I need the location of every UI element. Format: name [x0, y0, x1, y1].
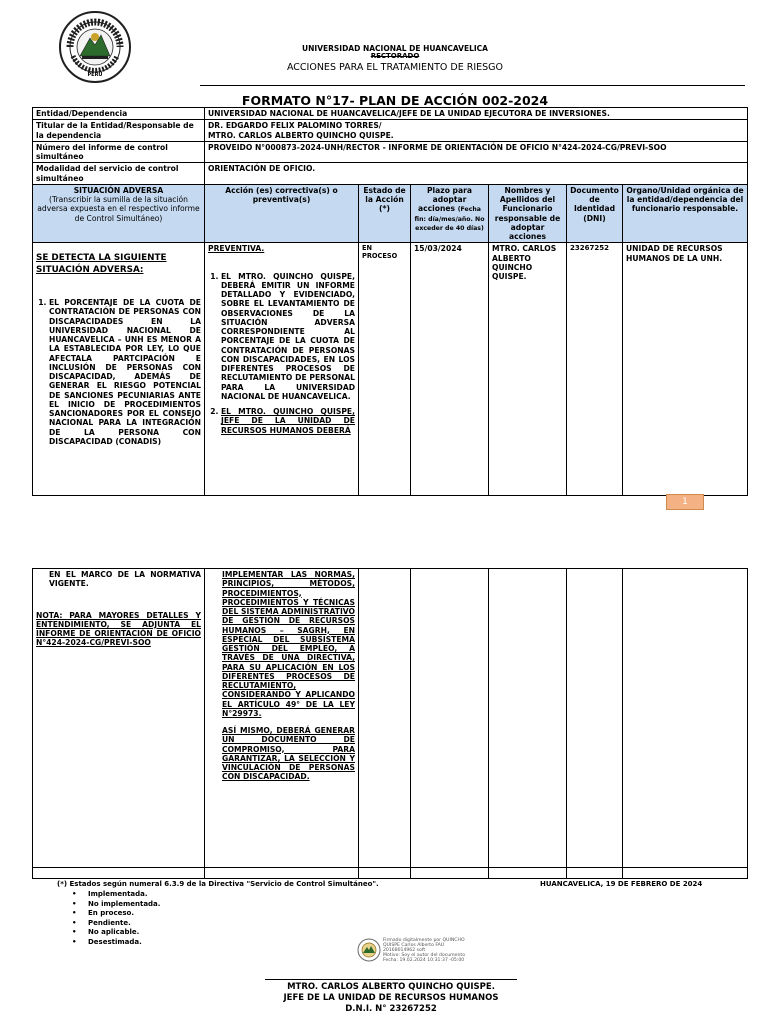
situacion-cell — [33, 243, 205, 496]
signer-role: JEFE DE LA UNIDAD DE RECURSOS HUMANOS — [283, 993, 499, 1003]
signature-line: Fecha: 19.02.2024 10:31:37 -05:00 — [383, 958, 465, 963]
situacion-cell — [33, 569, 205, 868]
note-text: NOTA: PARA MAYORES DETALLES Y ENTENDIMIENTO, SE ADJUNTA EL INFORME DE ORIENTACIÓN DE OFICIO N°424-2024-CG/PREVI-SOO — [36, 610, 201, 648]
action-plan-table — [32, 107, 748, 496]
list-item: • No aplicable. — [72, 928, 160, 938]
accion-item: 1. EL MTRO. QUINCHO QUISPE, DEBERÁ EMITIR UN INFORME DETALLADO Y EVIDENCIADO, SOBRE EL LEVANTAMIENTO DE OBSERVACIONES DE LA SITUACIÓN ADVERSA CORRESPONDIENTE AL PORCENTAJE DE LA CUOTA DE CONTRATACIÓN DE PERSONAS CON DISCAPACIDADES, EN LOS DIFERENTES PROCESOS DE RECLUTAMIENTO DE PERSONAL PARA LA UNIVERSIDAD NACIONAL DE HUANCAVELICA. — [221, 272, 355, 402]
signature-line: 20168014962 soft — [383, 948, 426, 953]
column-header-note: (Fecha fin: día/mes/año. No exceder de 40 días) — [414, 206, 485, 233]
states-list — [72, 890, 160, 947]
column-header-situacion — [33, 184, 205, 243]
table-row — [33, 243, 748, 496]
column-header-label: SITUACIÓN ADVERSA — [73, 185, 164, 195]
accion-continued: IMPLEMENTAR LAS NORMAS, PRINCIPIOS, MÉTODOS, PROCEDIMIENTOS, PROCEDIMIENTOS Y TÉCNICAS DEL SISTEMA ADMINISTRATIVO DE GESTIÓN DE RECURSOS HUMANOS – SAGRH, EN ESPECIAL DEL SUBSISTEMA GESTIÓN DEL EMPLEO, A TRAVÉS DE UNA DIRECTIVA, PARA SU APLICACIÓN EN LOS DIFERENTES PROCESOS DE RECLUTAMIENTO, CONSIDERANDO Y APLICANDO EL ARTÍCULO 49° DE LA LEY N°29973. — [222, 570, 355, 718]
dni-cell: 23267252 — [567, 243, 623, 496]
university-seal-logo — [58, 10, 132, 84]
nombres-cell: MTRO. CARLOS ALBERTO QUINCHO QUISPE. — [489, 243, 567, 496]
signature-line: QUISPE Carlos Alberto FAU — [383, 943, 445, 948]
footnote-states: (*) Estados según numeral 6.3.9 de la Directiva "Servicio de Control Simultáneo". — [57, 880, 379, 888]
table-row — [33, 868, 748, 879]
column-header-nombres: Nombres y Apellidos del Funcionario responsable de adoptar acciones — [489, 184, 567, 243]
place-date: HUANCAVELICA, 19 DE FEBRERO DE 2024 — [540, 880, 703, 888]
column-header-documento: Documento de Identidad (DNI) — [567, 184, 623, 243]
column-header-organo: Organo/Unidad orgánica de la entidad/dependencia del funcionario responsable. — [623, 184, 748, 243]
signature-line: Motivo: Soy el autor del documento — [383, 953, 466, 958]
document-title: FORMATO N°17- PLAN DE ACCIÓN 002-2024 — [241, 93, 549, 108]
plazo-cell — [411, 569, 489, 868]
table-row — [33, 569, 748, 868]
situacion-item: 1. EL PORCENTAJE DE LA CUOTA DE CONTRATACIÓN DE PERSONAS CON DISCAPACIDADES EN LA UNIVERSIDAD NACIONAL DE HUANCAVELICA – UNH ES MENOR A LA ESTABLECIDA POR LEY, LO QUE AFECTALA PARTCIPACIÓN E INCLUSIÓN DE PERSONAS CON DISCAPACIDAD, ADEMÁS DE GENERAR EL RIESGO POTENCIAL DE SANCIONES PECUNIARIAS ANTE EL INICIO DE PROCEDIMIENTOS SANCIONADORES POR EL CONSEJO NACIONAL PARA LA INTEGRACIÓN DE LA PERSONA CON DISCAPACIDAD (CONADIS) — [49, 298, 201, 446]
list-item: • Desestimada. — [72, 938, 160, 948]
info-value-line: DR. EDGARDO FELIX PALOMINO TORRES/ — [208, 121, 382, 131]
accion-item: 2. EL MTRO. QUINCHO QUISPE, JEFE DE LA UNIDAD DE RECURSOS HUMANOS DEBERÁ — [221, 407, 355, 435]
list-item: • No implementada. — [72, 900, 160, 910]
info-value: PROVEIDO N°000873-2024-UNH/RECTOR - INFORME DE ORIENTACIÓN DE OFICIO N°424-2024-CG/PREVI-SOO — [205, 141, 748, 163]
list-item: • Pendiente. — [72, 919, 160, 929]
signer-dni: D.N.I. N° 23267252 — [345, 1004, 437, 1014]
accion-cell — [205, 243, 359, 496]
page-number-badge: 1 — [666, 494, 704, 510]
column-header-note: (Transcribir la sumilla de la situación adversa expuesta en el respectivo informe de Control Simultáneo) — [37, 195, 200, 223]
accion-type: PREVENTIVA. — [208, 244, 265, 254]
info-value: ORIENTACIÓN DE OFICIO. — [205, 163, 748, 185]
column-header-accion: Acción (es) correctiva(s) o preventiva(s) — [205, 184, 359, 243]
accion-continued: ASÍ MISMO, DEBERÁ GENERAR UN DOCUMENTO DE COMPROMISO, PARA GARANTIZAR, LA SELECCIÓN Y VINCULACIÓN DE PERSONAS CON DISCAPACIDAD. — [222, 726, 355, 782]
column-header-label: Plazo para adoptar acciones — [418, 185, 472, 214]
situacion-lead: SE DETECTA LA SIGUIENTE SITUACIÓN ADVERSA: — [36, 253, 167, 275]
situacion-continued: EN EL MARCO DE LA NORMATIVA VIGENTE. — [49, 570, 201, 589]
estado-cell: EN PROCESO — [359, 243, 411, 496]
signer-name: MTRO. CARLOS ALBERTO QUINCHO QUISPE. — [287, 982, 495, 992]
nombres-cell — [489, 569, 567, 868]
digital-signature-text — [383, 938, 465, 963]
info-label: Entidad/Dependencia — [33, 108, 205, 120]
info-label: Modalidad del servicio de control simultáneo — [33, 163, 205, 185]
action-plan-table-continued — [32, 568, 748, 879]
signature-line: Firmado digitalmente por QUINCHO — [383, 938, 465, 943]
info-label: Titular de la Entidad/Responsable de la dependencia — [33, 120, 205, 142]
seal-country: PERÚ — [87, 72, 103, 78]
list-item: • Implementada. — [72, 890, 160, 900]
header-subtitle: ACCIONES PARA EL TRATAMIENTO DE RIESGO — [286, 62, 504, 73]
header-university: UNIVERSIDAD NACIONAL DE HUANCAVELICA — [302, 44, 488, 53]
estado-cell — [359, 569, 411, 868]
header-divider — [200, 85, 745, 86]
dni-cell — [567, 569, 623, 868]
plazo-cell: 15/03/2024 — [411, 243, 489, 496]
digital-signature-seal-icon — [357, 938, 381, 962]
accion-cell — [205, 569, 359, 868]
column-header-estado: Estado de la Acción (*) — [359, 184, 411, 243]
list-item: • En proceso. — [72, 909, 160, 919]
info-value: UNIVERSIDAD NACIONAL DE HUANCAVELICA/JEFE DE LA UNIDAD EJECUTORA DE INVERSIONES. — [205, 108, 748, 120]
signature-line-rule — [265, 979, 517, 980]
info-label: Número del informe de control simultáneo — [33, 141, 205, 163]
column-header-plazo — [411, 184, 489, 243]
info-value — [205, 120, 748, 142]
organo-cell — [623, 569, 748, 868]
header-office: RECTORADO — [370, 52, 420, 60]
info-value-line: MTRO. CARLOS ALBERTO QUINCHO QUISPE. — [208, 130, 394, 140]
organo-cell: UNIDAD DE RECURSOS HUMANOS DE LA UNH. — [623, 243, 748, 496]
